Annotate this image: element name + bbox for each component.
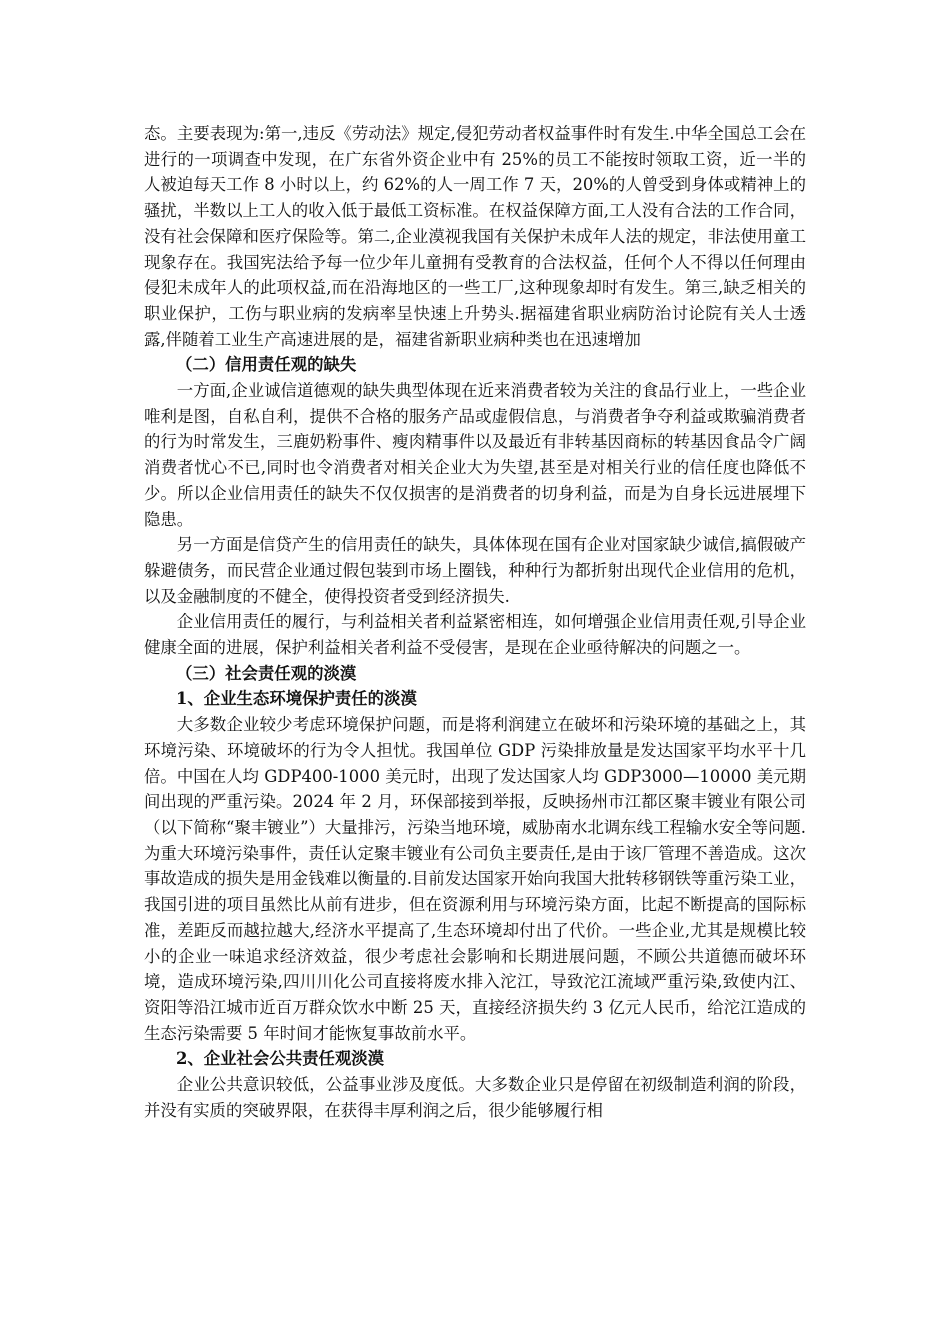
section-heading-credit-responsibility: （二）信用责任观的缺失	[175, 355, 357, 375]
section-heading-social-responsibility: （三）社会责任观的淡漠	[175, 663, 357, 683]
body-paragraph-labor-rights: 态。主要表现为:第一,违反《劳动法》规定,侵犯劳动者权益事件时有发生.中华全国总工会在进行的一项调查中发现，在广东省外资企业中有 25%的员工不能按时领取工资，近一半的人被迫每天工作 8 小时以上，约 62%的人一周工作 7 天，20%的人曾受到身体或精神上的骚扰，半数以上工人的收入低于最低工资标准。在权益保障方面,工人没有合法的工作合同，没有社会保障和医疗保险等。第二,企业漠视我国有关保护未成年人法的规定，非法使用童工现象存在。我国宪法给予每一位少年儿童拥有受教育的合法权益，任何个人不得以任何理由侵犯未成年人的此项权益,而在沿海地区的一些工厂,这种现象却时有发生。第三,缺乏相关的职业保护，工伤与职业病的发病率呈快速上升势头.据福建省职业病防治讨论院有关人士透露,伴随着工业生产高速进展的是，福建省新职业病种类也在迅速增加	[144, 124, 806, 349]
body-paragraph-public-welfare: 企业公共意识较低，公益事业涉及度低。大多数企业只是停留在初级制造利润的阶段，并没有实质的突破界限，在获得丰厚利润之后，很少能够履行相	[144, 1075, 806, 1120]
body-paragraph-credit-loans: 另一方面是信贷产生的信用责任的缺失，具体体现在国有企业对国家缺少诚信,搞假破产躲避债务，而民营企业通过假包装到市场上圈钱，种种行为都折射出现代企业信用的危机，以及金融制度的不健全，使得投资者受到经济损失.	[144, 535, 806, 606]
body-paragraph-integrity: 一方面,企业诚信道德观的缺失典型体现在近来消费者较为关注的食品行业上，一些企业唯利是图，自私自利，提供不合格的服务产品或虚假信息，与消费者争夺利益或欺骗消费者的行为时常发生，三鹿奶粉事件、瘦肉精事件以及最近有非转基因商标的转基因食品令广阔消费者忧心不已,同时也令消费者对相关企业大为失望,甚至是对相关行业的信任度也降低不少。所以企业信用责任的缺失不仅仅损害的是消费者的切身利益，而是为自身长远进展埋下隐患。	[144, 381, 806, 529]
subsection-heading-public-responsibility: 2、企业社会公共责任观淡漠	[175, 1049, 385, 1069]
subsection-heading-ecology: 1、企业生态环境保护责任的淡漠	[175, 689, 417, 709]
document-page	[144, 121, 806, 1123]
body-paragraph-credit-fulfillment: 企业信用责任的履行，与利益相关者利益紧密相连，如何增强企业信用责任观,引导企业健康全面的进展，保护利益相关者利益不受侵害，是现在企业亟待解决的问题之一。	[144, 612, 806, 658]
body-paragraph-pollution: 大多数企业较少考虑环境保护问题，而是将利润建立在破坏和污染环境的基础之上，其环境污染、环境破坏的行为令人担忧。我国单位 GDP 污染排放量是发达国家平均水平十几倍。中国在人均 GDP400-1000 美元时，出现了发达国家人均 GDP3000—10000 美元期间出现的严重污染。2024 年 2 月，环保部接到举报，反映扬州市江都区聚丰镀业有限公司（以下简称“聚丰镀业”）大量排污，污染当地环境，威胁南水北调东线工程输水安全等问题. 为重大环境污染事件，责任认定聚丰镀业有公司负主要责任,是由于该厂管理不善造成。这次事故造成的损失是用金钱难以衡量的.目前发达国家开始向我国大批转移钢铁等重污染工业，我国引进的项目虽然比从前有进步，但在资源利用与环境污染方面，比起不断提高的国际标准，差距反而越拉越大,经济水平提高了,生态环境却付出了代价。一些企业,尤其是规模比较小的企业一味追求经济效益，很少考虑社会影响和长期进展问题，不顾公共道德而破坏环境，造成环境污染,四川川化公司直接将废水排入沱江，导致沱江流域严重污染,致使内江、资阳等沿江城市近百万群众饮水中断 25 天，直接经济损失约 3 亿元人民币，给沱江造成的生态污染需要 5 年时间才能恢复事故前水平。	[144, 715, 806, 1043]
